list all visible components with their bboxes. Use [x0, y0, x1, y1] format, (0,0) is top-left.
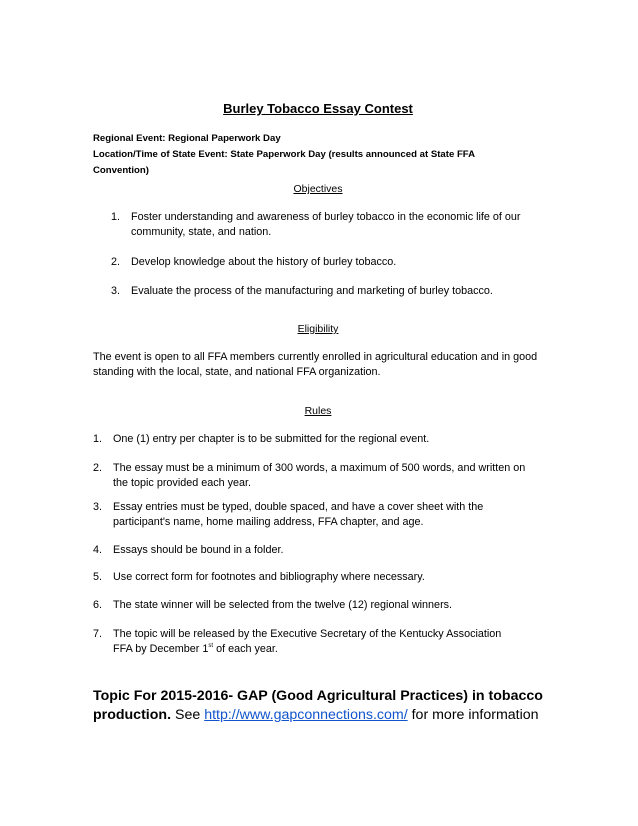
- rule-item: [93, 627, 523, 657]
- rule-text: [93, 627, 523, 657]
- state-event-line: Location/Time of State Event: State Paperwork Day (results announced at State FFA: [93, 149, 476, 160]
- rule-number: 3.: [93, 501, 103, 513]
- rule-item: [93, 570, 533, 585]
- objective-text: Foster understanding and awareness of burley tobacco in the economic life of our community, state, and nation.: [131, 211, 521, 238]
- state-event-line-cont: Convention): [93, 165, 149, 176]
- objective-item: [111, 210, 531, 240]
- objective-number: 1.: [111, 211, 121, 223]
- eligibility-text: The event is open to all FFA members currently enrolled in agricultural education and in good standing with the local, state, and national FFA organization.: [93, 351, 538, 378]
- rule-number: 4.: [93, 544, 103, 556]
- topic-trailing-text: for more information: [411, 707, 539, 723]
- document-title: Burley Tobacco Essay Contest: [223, 101, 413, 116]
- rule-text-end: of each year.: [213, 643, 278, 655]
- event-meta: [93, 131, 543, 179]
- objective-item: [111, 284, 541, 299]
- objective-text: Evaluate the process of the manufacturing and marketing of burley tobacco.: [131, 285, 493, 297]
- rule-item: [93, 543, 533, 558]
- topic-bold-text: Topic For 2015-2016- GAP (Good Agricultural Practices) in tobacco production.: [93, 688, 543, 723]
- rule-number: 2.: [93, 462, 103, 474]
- rule-number: 6.: [93, 599, 103, 611]
- rule-text: Essay entries must be typed, double spaced, and have a cover sheet with the participant's name, home mailing address, FFA chapter, and age.: [113, 501, 484, 528]
- objective-number: 2.: [111, 256, 121, 268]
- rule-text: One (1) entry per chapter is to be submitted for the regional event.: [113, 433, 430, 445]
- topic-paragraph: [93, 687, 543, 725]
- topic-see-text: See: [174, 707, 201, 723]
- rule-number: 1.: [93, 433, 103, 445]
- document-page: [93, 0, 543, 826]
- rule-item: [93, 598, 533, 613]
- rule-number: 5.: [93, 571, 103, 583]
- rule-text: The state winner will be selected from the twelve (12) regional winners.: [113, 599, 453, 611]
- rule-item: [93, 461, 533, 491]
- rule-text: Essays should be bound in a folder.: [113, 544, 284, 556]
- rule-text: The essay must be a minimum of 300 words, a maximum of 500 words, and written on the topic provided each year.: [113, 462, 526, 489]
- rule-item: [93, 500, 513, 530]
- objective-number: 3.: [111, 285, 121, 297]
- rule-text: Use correct form for footnotes and bibliography where necessary.: [113, 571, 425, 583]
- objective-item: [111, 255, 531, 270]
- ordinal-suffix: st: [208, 643, 214, 649]
- eligibility-heading: Eligibility: [297, 323, 339, 335]
- rule-item: [93, 432, 533, 447]
- regional-event-line: Regional Event: Regional Paperwork Day: [93, 133, 281, 144]
- rule-text-main: The topic will be released by the Executive Secretary of the Kentucky Association FFA by December 1: [113, 628, 502, 655]
- gap-connections-link[interactable]: http://www.gapconnections.com/: [204, 707, 408, 723]
- objectives-heading: Objectives: [293, 183, 343, 195]
- rule-number: 7.: [93, 628, 103, 640]
- objective-text: Develop knowledge about the history of burley tobacco.: [131, 256, 397, 268]
- rules-heading: Rules: [304, 405, 332, 417]
